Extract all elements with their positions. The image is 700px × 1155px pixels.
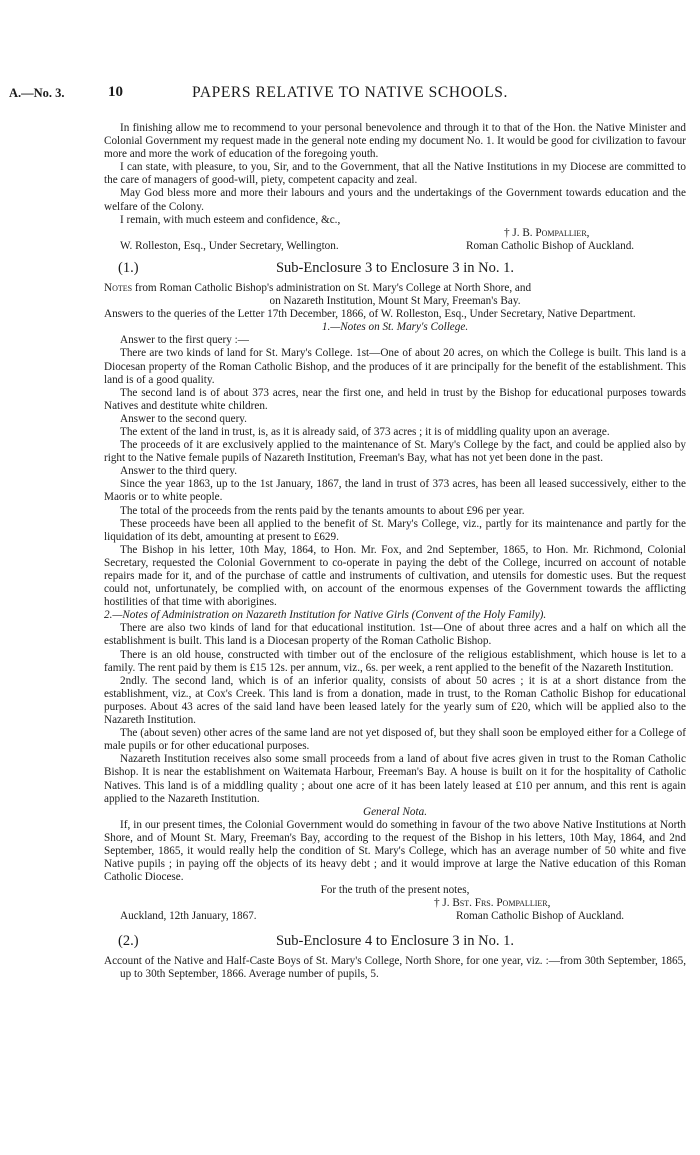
section-2-paragraph: There are also two kinds of land for that educational institution. 1st—One of about three acres and a half on which all the establishment is built. This land is a Diocesan property of the Roman Catholic Bishop. — [104, 622, 686, 648]
section-1-paragraph: The second land is of about 373 acres, near the first one, and held in trust by the Bishop for educational purposes towards Natives and destitute white children. — [104, 386, 686, 412]
section-2-paragraph: The (about seven) other acres of the same land are not yet disposed of, but they shall soon be employed either for a College of male pupils or for other educational purposes. — [104, 727, 686, 753]
section-1-paragraph: These proceeds have been all applied to the benefit of St. Mary's College, viz., partly for its maintenance and partly for the liquidation of its debt, amounting at present to £629. — [104, 517, 686, 543]
signature-name: † J. B. Pompallier, — [504, 226, 590, 239]
page-header — [0, 86, 700, 108]
section-2-heading: 2.—Notes of Administration on Nazareth Institution for Native Girls (Convent of the Holy Family). — [104, 609, 547, 622]
section-1-heading: 1.—Notes on St. Mary's College. — [321, 321, 469, 334]
place-date: Auckland, 12th January, 1867. — [120, 910, 257, 923]
sub-enclosure-number: (2.) — [118, 932, 139, 949]
section-2-paragraph: There is an old house, constructed with timber out of the enclosure of the religious establishment, which house is let to a family. The rent paid by them is £15 12s. per annum, viz., 6s. per week, a rent applied to the benefit of the Nazareth Institution. — [104, 648, 686, 674]
section-1-paragraph: The extent of the land in trust, is, as it is already said, of 373 acres ; it is of middling quality upon an average. — [120, 425, 610, 438]
letter-paragraph: I remain, with much esteem and confidence, &c., — [120, 213, 341, 226]
page-number: 10 — [108, 84, 123, 100]
section-1-paragraph: Answer to the first query :— — [120, 334, 249, 347]
answers-line: Answers to the queries of the Letter 17th December, 1866, of W. Rolleston, Esq., Under Secretary, Native Department. — [104, 308, 636, 321]
account-intro: Account of the Native and Half-Caste Boys of St. Mary's College, North Shore, for one year, viz. :—from 30th September, 1865, up to 30th September, 1866. Average number of pupils, 5. — [104, 954, 686, 980]
notes-intro — [104, 282, 686, 295]
section-1-paragraph: Answer to the third query. — [120, 465, 238, 478]
sub-enclosure-4-heading — [104, 933, 686, 955]
notes-intro-text: from Roman Catholic Bishop's administration on St. Mary's College at North Shore, and — [132, 281, 532, 294]
document-body — [104, 122, 686, 981]
general-nota-heading: General Nota. — [362, 805, 427, 818]
section-1-paragraph: The proceeds of it are exclusively applied to the maintenance of St. Mary's College by the fact, and could be applied also by right to the Native female pupils of Nazareth Institution, Freeman's Bay, what has not yet been done in the past. — [104, 439, 686, 465]
signature-title: Roman Catholic Bishop of Auckland. — [456, 910, 625, 923]
general-nota-paragraph: If, in our present times, the Colonial Government would do something in favour of the two above Native Institutions at North Shore, and of Mount St. Mary, Freeman's Bay, according to the request of the Bishop in his letters, 10th May, 1864, and 2nd September, 1865, it would really help the condition of St. Mary's College, which has an average number of 50 white and five Native pupils ; in paying off the objects of its heavy debt ; and it would improve at large the Native education of this Roman Catholic Diocese. — [104, 818, 686, 884]
section-1-paragraph: Answer to the second query. — [120, 412, 247, 425]
notes-lead: Notes — [104, 281, 133, 294]
sub-enclosure-title: Sub-Enclosure 4 to Enclosure 3 in No. 1. — [275, 932, 514, 949]
sub-enclosure-3-heading — [104, 260, 686, 282]
page-title: PAPERS RELATIVE TO NATIVE SCHOOLS. — [192, 84, 508, 101]
truth-line: For the truth of the present notes, — [320, 884, 470, 897]
addressee: W. Rolleston, Esq., Under Secretary, Wellington. — [120, 239, 339, 252]
letter-paragraph: May God bless more and more their labours and yours and the undertakings of the Government towards education and the welfare of the Colony. — [104, 187, 686, 213]
letter-paragraph: In finishing allow me to recommend to your personal benevolence and through it to that of the Hon. the Native Minister and Colonial Government my request made in the general note ending my document No. 1. It would be good for civilization to favour more and more the work of education of the foregoing youth. — [104, 122, 686, 161]
notes-place-date-line — [104, 910, 686, 923]
letter-addressee-line — [104, 240, 686, 253]
sub-enclosure-title: Sub-Enclosure 3 to Enclosure 3 in No. 1. — [275, 259, 514, 276]
section-2-paragraph: 2ndly. The second land, which is of an inferior quality, consists of about 50 acres ; it is at a short distance from the establishment, viz., at Cox's Creek. This land is from a donation, made in trust, to the Roman Catholic Bishop for educational purposes. About 43 acres of the said land have been leased lately for the yearly sum of £20, which will be applied also to the Nazareth Institution. — [104, 674, 686, 727]
signature-title: Roman Catholic Bishop of Auckland. — [466, 239, 635, 252]
sub-enclosure-number: (1.) — [118, 259, 139, 276]
letter-signature-line — [104, 227, 686, 240]
section-2-paragraph: Nazareth Institution receives also some small proceeds from a land of about five acres given in trust to the Roman Catholic Bishop. It is near the establishment on Waitemata Harbour, Freeman's Bay. A house is built on it for the hospitality of Catholic Natives. This land is of a middling quality ; about one acre of it has been lately leased at £10 per annum, and this rent is again applied to the Nazareth Institution. — [104, 753, 686, 805]
section-1-paragraph: Since the year 1863, up to the 1st January, 1867, the land in trust of 373 acres, has been all leased successively, either to the Maoris or to white people. — [104, 478, 686, 504]
notes-intro-line2: on Nazareth Institution, Mount St Mary, Freeman's Bay. — [269, 295, 521, 308]
notes-signature-line — [104, 897, 686, 910]
section-1-paragraph: There are two kinds of land for St. Mary's College. 1st—One of about 20 acres, on which the College is built. This land is a Diocesan property of the Roman Catholic Bishop, and the produces of it are principally for the benefit of the establishment. This land is of a good quality. — [104, 347, 686, 386]
document-reference: A.—No. 3. — [9, 86, 65, 100]
signature-name: † J. Bst. Frs. Pompallier, — [434, 897, 551, 910]
section-1-paragraph: The total of the proceeds from the rents paid by the tenants amounts to about £96 per year. — [120, 504, 525, 517]
letter-paragraph: I can state, with pleasure, to you, Sir, and to the Government, that all the Native Institutions in my Diocese are committed to the care of managers of good-will, piety, competent capacity and zeal. — [104, 161, 686, 187]
section-1-paragraph: The Bishop in his letter, 10th May, 1864, to Hon. Mr. Fox, and 2nd September, 1865, to Hon. Mr. Richmond, Colonial Secretary, requested the Colonial Government to co-operate in paying the debt of the College, incurred on account of notable repairs made for it, and of the purchase of cattle and instruments of cultivation, and utensils for domestic uses. But the request could not, unfortunately, be complied with, on account of the enormous expenses of the Government towards the afflicting hostilities of that time with aborigines. — [104, 543, 686, 609]
